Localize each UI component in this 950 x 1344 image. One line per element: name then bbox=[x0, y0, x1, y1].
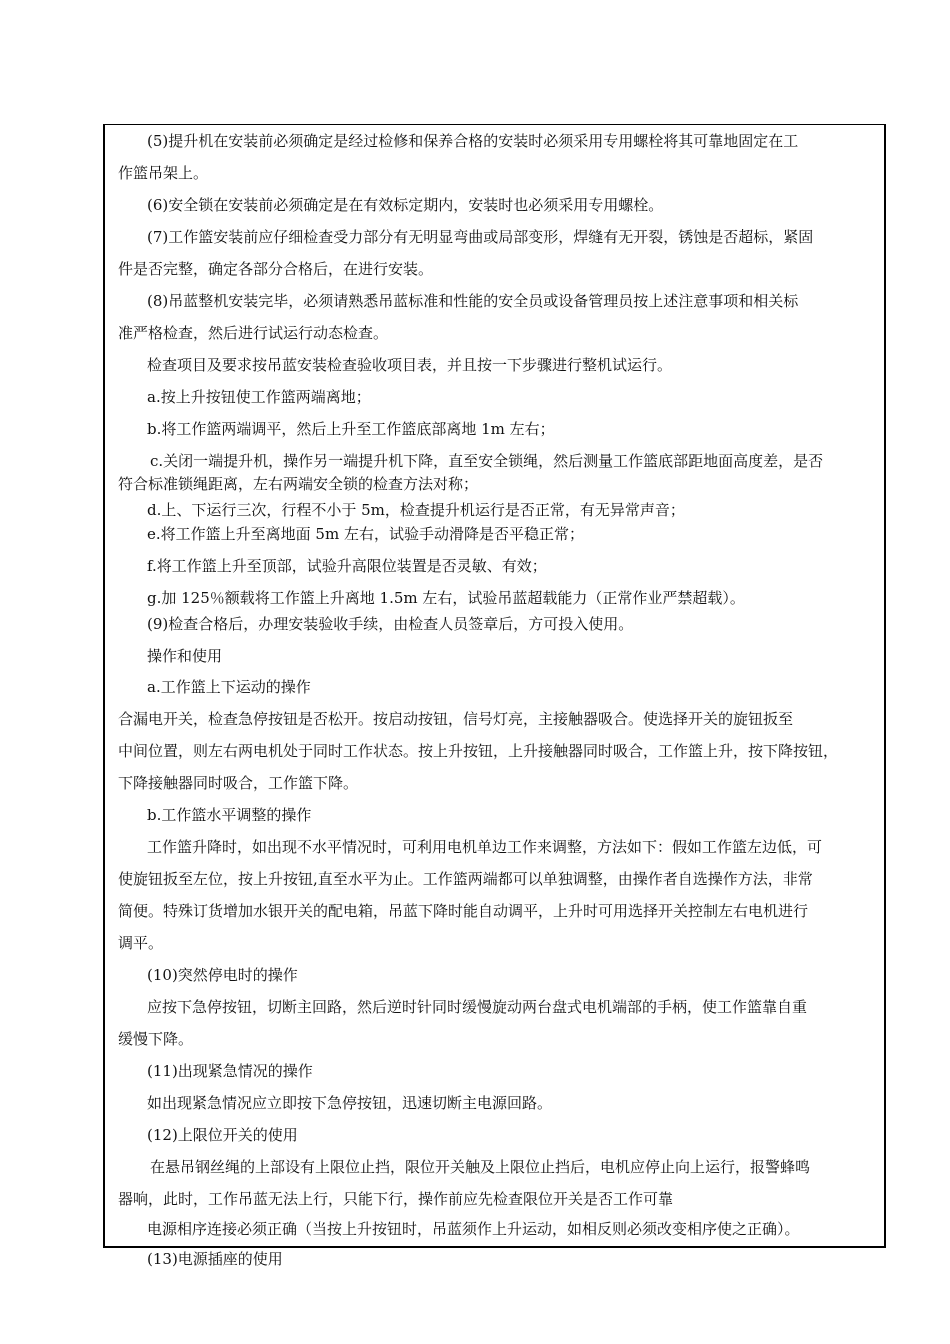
text-line: 件是否完整，确定各部分合格后，在进行安装。 bbox=[118, 260, 434, 278]
text-line: b.将工作篮两端调平，然后上升至工作篮底部离地 1m 左右； bbox=[147, 420, 555, 438]
text-line: a.按上升按钮使工作篮两端离地； bbox=[147, 388, 371, 406]
text-line: 缓慢下降。 bbox=[118, 1030, 194, 1048]
text-line: (6)安全锁在安装前必须确定是在有效标定期内，安装时也必须采用专用螺栓。 bbox=[147, 196, 664, 214]
text-line: (12)上限位开关的使用 bbox=[147, 1126, 298, 1144]
text-line: (11)出现紧急情况的操作 bbox=[147, 1062, 313, 1080]
text-line: 使旋钮扳至左位，按上升按钮,直至水平为止。工作篮两端都可以单独调整，由操作者自选操作方法，非常 bbox=[118, 870, 813, 888]
text-line: 应按下急停按钮，切断主回路，然后逆时针同时缓慢旋动两台盘式电机端部的手柄，使工作篮靠自重 bbox=[147, 998, 808, 1016]
text-line: g.加 125％额载将工作篮上升离地 1.5m 左右，试验吊蓝超载能力（正常作业严禁超载）。 bbox=[147, 589, 745, 607]
text-line: 符合标准锁绳距离，左右两端安全锁的检查方法对称； bbox=[118, 475, 479, 493]
text-line: 简便。特殊订货增加水银开关的配电箱，吊蓝下降时能自动调平，上升时可用选择开关控制左右电机进行 bbox=[118, 902, 809, 920]
text-line: (5)提升机在安装前必须确定是经过检修和保养合格的安装时必须采用专用螺栓将其可靠地固定在工 bbox=[147, 132, 799, 150]
text-line: f.将工作篮上升至顶部，试验升高限位装置是否灵敏、有效； bbox=[147, 557, 547, 575]
text-line: e.将工作篮上升至离地面 5m 左右，试验手动滑降是否平稳正常； bbox=[147, 525, 584, 543]
text-line: 准严格检查，然后进行试运行动态检查。 bbox=[118, 324, 389, 342]
text-line: (9)检查合格后，办理安装验收手续，由检查人员签章后，方可投入使用。 bbox=[147, 615, 634, 633]
text-line: 调平。 bbox=[118, 934, 164, 952]
text-line: 器响，此时，工作吊蓝无法上行，只能下行，操作前应先检查限位开关是否工作可靠 bbox=[118, 1190, 674, 1208]
text-line: 工作篮升降时，如出现不水平情况时，可利用电机单边工作来调整，方法如下：假如工作篮左边低，可 bbox=[147, 838, 823, 856]
text-line: 检查项目及要求按吊蓝安装检查验收项目表，并且按一下步骤进行整机试运行。 bbox=[147, 356, 673, 374]
text-line: 操作和使用 bbox=[147, 647, 223, 665]
text-line: 合漏电开关，检查急停按钮是否松开。按启动按钮，信号灯亮，主接触器吸合。使选择开关的旋钮扳至 bbox=[118, 710, 794, 728]
text-line: 如出现紧急情况应立即按下急停按钮，迅速切断主电源回路。 bbox=[147, 1094, 553, 1112]
text-line: b.工作篮水平调整的操作 bbox=[147, 806, 312, 824]
text-line: d.上、下运行三次，行程不小于 5m，检查提升机运行是否正常，有无异常声音； bbox=[147, 501, 685, 519]
text-line: 电源相序连接必须正确（当按上升按钮时，吊蓝须作上升运动，如相反则必须改变相序使之正确）。 bbox=[147, 1220, 800, 1238]
text-line: (10)突然停电时的操作 bbox=[147, 966, 298, 984]
text-line: (13)电源插座的使用 bbox=[147, 1250, 283, 1268]
text-line: 中间位置，则左右两电机处于同时工作状态。按上升按钮，上升接触器同时吸合，工作篮上升，按下降按钮， bbox=[118, 742, 839, 760]
text-line: 作篮吊架上。 bbox=[118, 164, 209, 182]
text-line: (7)工作篮安装前应仔细检查受力部分有无明显弯曲或局部变形，焊缝有无开裂，锈蚀是否超标，紧固 bbox=[147, 228, 814, 246]
text-line: 在悬吊钢丝绳的上部设有上限位止挡，限位开关触及上限位止挡后，电机应停止向上运行，报警蜂鸣 bbox=[150, 1158, 811, 1176]
text-line: (8)吊蓝整机安装完毕，必须请熟悉吊蓝标准和性能的安全员或设备管理员按上述注意事项和相关标 bbox=[147, 292, 799, 310]
text-line: c.关闭一端提升机，操作另一端提升机下降，直至安全锁绳，然后测量工作篮底部距地面高度差，是否 bbox=[150, 452, 824, 470]
text-line: 下降接触器同时吸合，工作篮下降。 bbox=[118, 774, 359, 792]
text-line: a.工作篮上下运动的操作 bbox=[147, 678, 311, 696]
